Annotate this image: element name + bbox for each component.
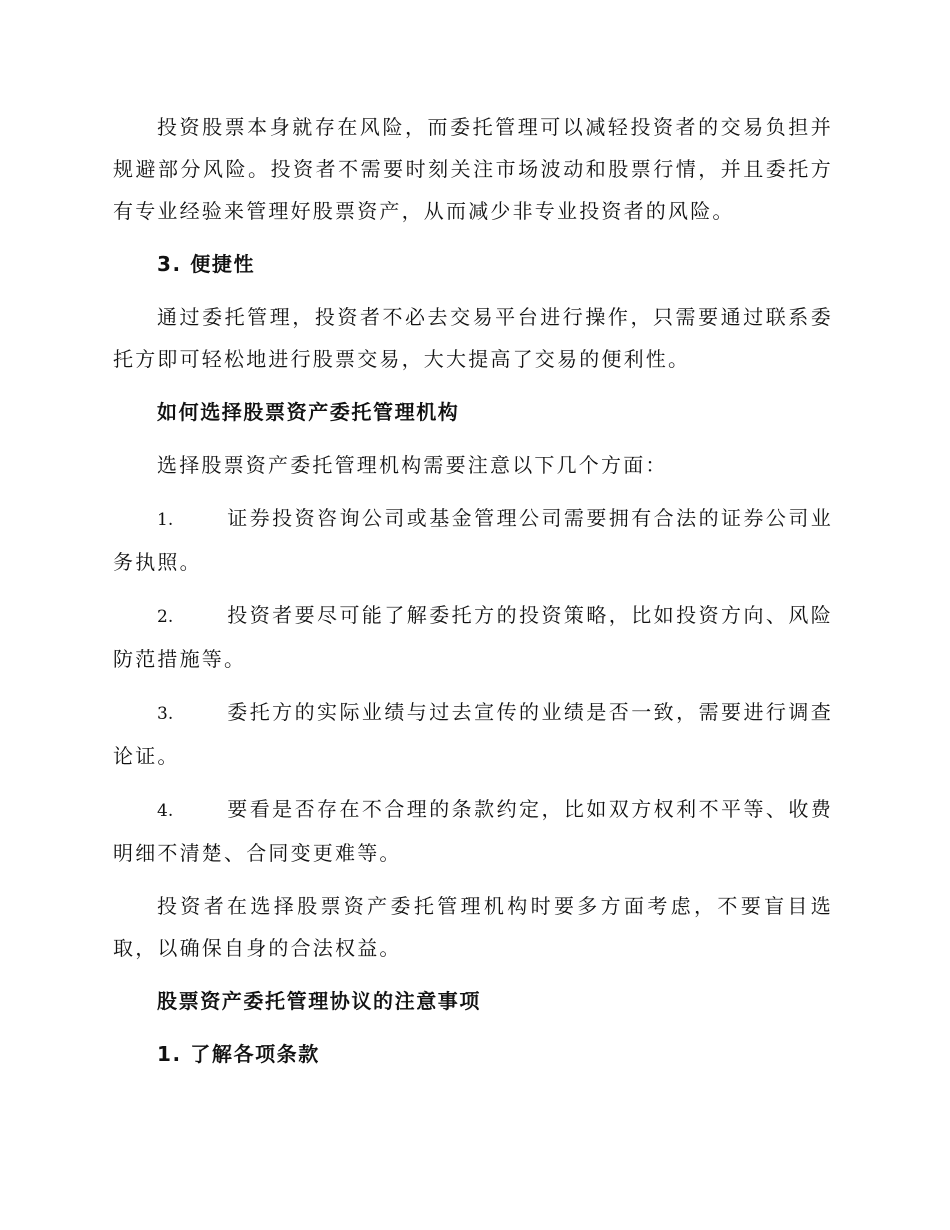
- list-item-text: 证券投资咨询公司或基金管理公司需要拥有合法的证券公司业务执照。: [113, 506, 833, 574]
- list-item: [113, 594, 833, 680]
- list-item: [113, 497, 833, 583]
- paragraph-choose-summary: 投资者在选择股票资产委托管理机构时要多方面考虑，不要盲目选取，以确保自身的合法权益。: [113, 894, 833, 960]
- paragraph-risk: 投资股票本身就存在风险，而委托管理可以减轻投资者的交易负担并规避部分风险。投资者不需要时刻关注市场波动和股票行情，并且委托方有专业经验来管理好股票资产，从而减少非专业投资者的风险。: [113, 115, 833, 223]
- list-item: [113, 788, 833, 874]
- list-item-text: 委托方的实际业绩与过去宣传的业绩是否一致，需要进行调查论证。: [113, 700, 833, 768]
- list-item-text: 要看是否存在不合理的条款约定，比如双方权利不平等、收费明细不清楚、合同变更难等。: [113, 797, 833, 865]
- list-item-number: 3.: [157, 704, 174, 724]
- list-item-text: 投资者要尽可能了解委托方的投资策略，比如投资方向、风险防范措施等。: [113, 603, 833, 671]
- heading-agreement-notes: 股票资产委托管理协议的注意事项: [157, 989, 481, 1013]
- list-item: [113, 691, 833, 777]
- list-item-number: 1.: [157, 510, 174, 530]
- list-item-number: 4.: [157, 801, 174, 821]
- paragraph-choose-intro: 选择股票资产委托管理机构需要注意以下几个方面：: [157, 453, 668, 477]
- document-body: [113, 106, 833, 1086]
- list-item-number: 2.: [157, 607, 174, 627]
- paragraph-convenience: 通过委托管理，投资者不必去交易平台进行操作，只需要通过联系委托方即可轻松地进行股票交易，大大提高了交易的便利性。: [113, 305, 833, 371]
- heading-understand-terms: 1. 了解各项条款: [157, 1042, 320, 1066]
- heading-convenience: 3. 便捷性: [157, 252, 256, 276]
- heading-how-to-choose: 如何选择股票资产委托管理机构: [157, 400, 460, 424]
